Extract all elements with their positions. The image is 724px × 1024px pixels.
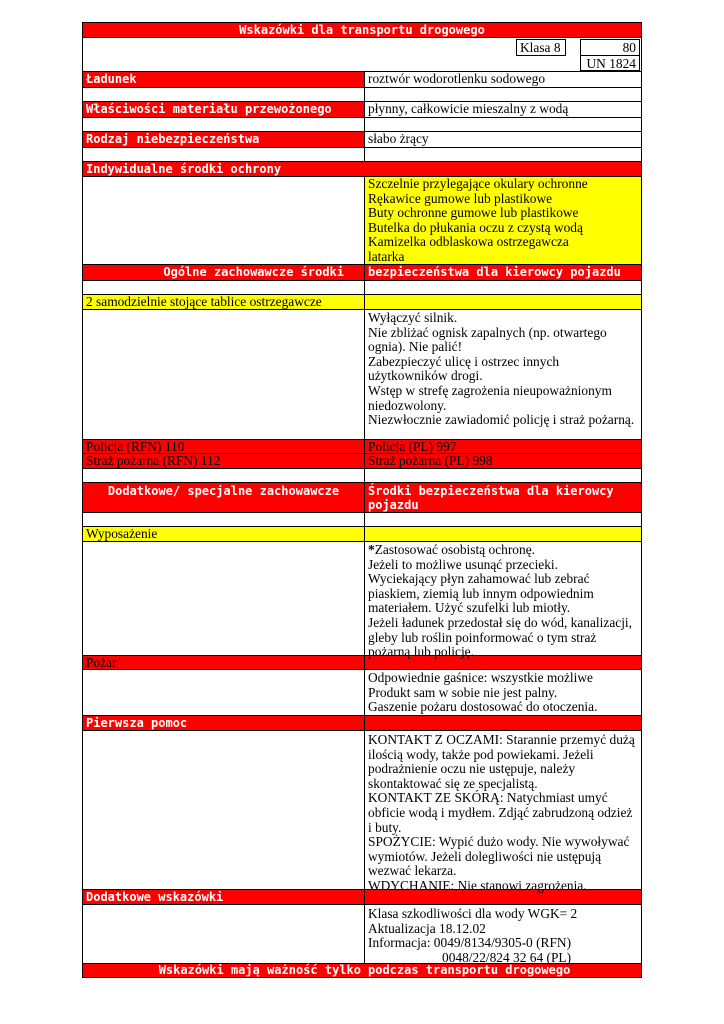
spacer-row — [82, 281, 642, 295]
srodki-ochrony-label: Indywidualne środki ochrony — [86, 162, 282, 176]
ladunek-label: Ładunek — [83, 72, 365, 87]
tablice-row — [82, 295, 642, 310]
policja-pl: Policja (PL) 997 — [368, 439, 457, 454]
srodki-ochrony-list: Szczelnie przylegające okulary ochronne Rękawice gumowe lub plastikowe Buty ochronne gumowe lub plastikowe Butelka do płukania oczu z czystą wodą Kamizelka odblaskowa ostrzegawcza latarka — [365, 177, 641, 264]
wlasciwosci-row — [82, 102, 642, 118]
straz-row — [82, 454, 642, 469]
rodzaj-row — [82, 132, 642, 148]
footer-row — [82, 964, 642, 978]
pomoc-text-row — [82, 731, 642, 893]
document-table — [82, 22, 642, 978]
un-number: UN 1824 — [580, 55, 640, 71]
srodki-ochrony-header — [82, 162, 642, 177]
ladunek-value: roztwór wodorotlenku sodowego — [365, 72, 641, 87]
srodki-ochrony-row — [82, 177, 642, 265]
wskazowki-lines: Klasa szkodliwości dla wody WGK= 2 Aktualizacja 18.12.02 Informacja: 0049/8134/9305-0 (RFN) — [368, 906, 578, 951]
dodatkowe-right: Środki bezpieczeństwa dla kierowcy pojazdu — [368, 484, 614, 512]
spacer-row — [82, 148, 642, 162]
wyposazenie-body: Zastosować osobistą ochronę. Jeżeli to możliwe usunąć przecieki. Wyciekający płyn zahamować lub zebrać piaskiem, ziemią lub innym odpowiednim materiałem. Użyć szufelki lub miotły. Jeżeli ładunek przedostał się do wód, kanalizacji, gleby lub roślin poinformować o tym straż pożarną lub policję. — [368, 542, 632, 660]
spacer-row — [82, 513, 642, 527]
wyposazenie-star: * — [368, 542, 375, 557]
document-title: Wskazówki dla transportu drogowego — [239, 23, 485, 37]
dodatkowe-left: Dodatkowe/ specjalne zachowawcze — [83, 483, 365, 512]
ogolne-text: Wyłączyć silnik. Nie zbliżać ognisk zapalnych (np. otwartego ognia). Nie palić! Zabezpieczyć ulicę i ostrzec innych użytkowników drogi. Wstęp w strefę zagrożenia nieupoważnionym niedozwolony. Niezwłocznie zawiadomić policję i straż pożarną. — [368, 310, 635, 428]
klasa-number: 80 — [580, 39, 640, 56]
tablice-text: 2 samodzielnie stojące tablice ostrzegawcze — [83, 295, 365, 309]
dodatkowe-header — [82, 483, 642, 513]
ladunek-row — [82, 72, 642, 88]
class-header — [82, 38, 642, 72]
footer-left: Wskazówki mają ważność tylko — [158, 963, 361, 977]
straz-rfn: Straż pożarna (RFN) 112 — [83, 454, 365, 468]
klasa-label: Klasa 8 — [516, 39, 566, 56]
pomoc-label: Pierwsza pomoc — [83, 716, 365, 730]
pomoc-text: KONTAKT Z OCZAMI: Starannie przemyć dużą ilością wody, także pod powiekami. Jeżeli podrażnienie oczu nie ustępuje, należy skontaktować się ze specjalistą. KONTAKT ZE SKÓRĄ: Natychmiast umyć obficie wodą i mydłem. Zdjąć zabrudzoną odzież i buty. SPOŻYCIE: Wypić dużo wody. Nie wywoływać wymiotów. Jeżeli dolegliwości nie ustępują wezwać lekarza. WDYCHANIE: Nie stanowi zagrożenia. — [368, 732, 635, 893]
policja-rfn: Policja (RFN) 110 — [83, 440, 365, 453]
pozar-row — [82, 656, 642, 670]
straz-pl: Straż pożarna (PL) 998 — [368, 453, 493, 468]
ogolne-text-row — [82, 310, 642, 440]
wskazowki-text-row — [82, 905, 642, 964]
ogolne-header — [82, 265, 642, 281]
ogolne-right: bezpieczeństwa dla kierowcy pojazdu — [368, 265, 621, 279]
footer-right: podczas transportu drogowego — [368, 963, 571, 977]
wyposazenie-text-row — [82, 542, 642, 660]
wskazowki-text — [365, 905, 641, 963]
rodzaj-label: Rodzaj niebezpieczeństwa — [83, 132, 365, 147]
spacer-row — [82, 88, 642, 102]
wyposazenie-label: Wyposażenie — [83, 527, 365, 541]
spacer-row — [82, 469, 642, 483]
spacer-row — [82, 118, 642, 132]
pozar-label: Pożar — [83, 656, 365, 669]
pomoc-row — [82, 716, 642, 731]
wyposazenie-row — [82, 527, 642, 542]
title-row — [82, 22, 642, 38]
wlasciwosci-label: Właściwości materiału przewożonego — [83, 102, 365, 117]
wskazowki-label: Dodatkowe wskazówki — [83, 890, 365, 904]
wyposazenie-text — [365, 542, 641, 660]
ogolne-left: Ogólne zachowawcze środki — [83, 265, 365, 280]
pozar-text: Odpowiednie gaśnice: wszystkie możliwe Produkt sam w sobie nie jest palny. Gaszenie pożaru dostosować do otoczenia. — [368, 670, 598, 715]
pozar-text-row — [82, 670, 642, 716]
wskazowki-tel-pl: 0048/22/824 32 64 (PL) — [442, 949, 572, 965]
wskazowki-row — [82, 890, 642, 905]
rodzaj-value: słabo żrący — [365, 132, 641, 147]
policja-row — [82, 440, 642, 454]
wlasciwosci-value: płynny, całkowicie mieszalny z wodą — [365, 102, 641, 117]
